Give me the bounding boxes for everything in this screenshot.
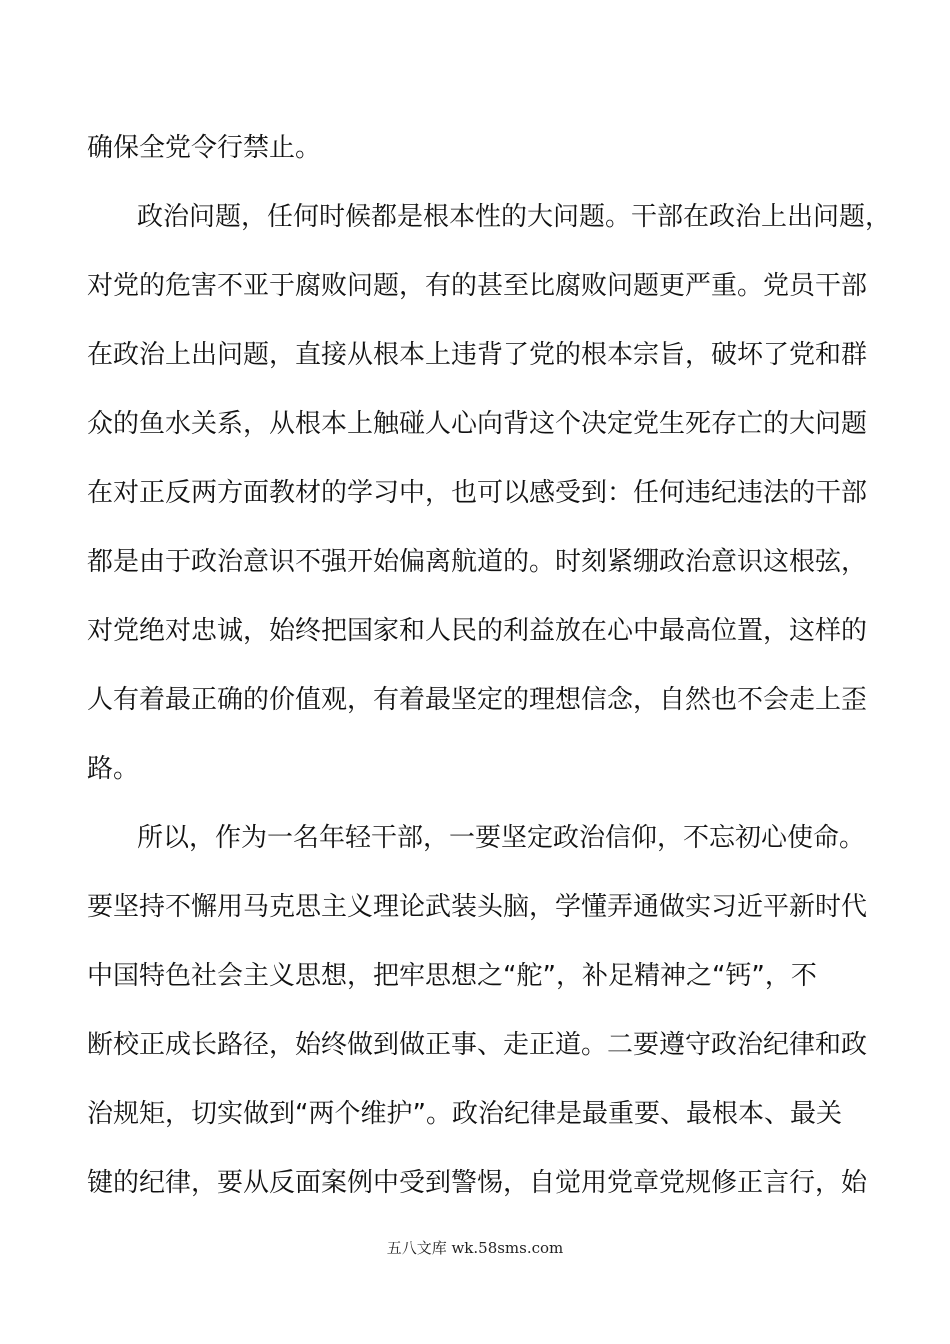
text-line: 对党绝对忠诚，始终把国家和人民的利益放在心中最高位置，这样的	[87, 616, 868, 646]
text-line: 键的纪律，要从反面案例中受到警惕，自觉用党章党规修正言行，始	[87, 1168, 868, 1198]
text-line: 治规矩，切实做到“两个维护”。政治纪律是最重要、最根本、最关	[87, 1099, 842, 1129]
text-line: 中国特色社会主义思想，把牢思想之“舵”，补足精神之“钙”，不	[87, 961, 817, 991]
text-line: 断校正成长路径，始终做到做正事、走正道。二要遵守政治纪律和政	[87, 1030, 868, 1060]
text-line: 路。	[87, 754, 140, 784]
text-line: 确保全党令行禁止。	[87, 133, 322, 163]
text-line: 人有着最正确的价值观，有着最坚定的理想信念，自然也不会走上歪	[87, 685, 868, 715]
text-line: 众的鱼水关系，从根本上触碰人心向背这个决定党生死存亡的大问题	[87, 409, 868, 439]
text-line: 政治问题，任何时候都是根本性的大问题。干部在政治上出问题，	[137, 202, 892, 232]
text-line: 在政治上出问题，直接从根本上违背了党的根本宗旨，破坏了党和群	[87, 340, 868, 370]
text-line: 都是由于政治意识不强开始偏离航道的。时刻紧绷政治意识这根弦，	[87, 547, 868, 577]
text-line: 所以，作为一名年轻干部，一要坚定政治信仰，不忘初心使命。	[137, 823, 866, 853]
text-line: 对党的危害不亚于腐败问题，有的甚至比腐败问题更严重。党员干部	[87, 271, 868, 301]
text-line: 在对正反两方面教材的学习中，也可以感受到：任何违纪违法的干部	[87, 478, 868, 508]
footer-watermark: 五八文库 wk.58sms.com	[386, 1239, 564, 1257]
text-line: 要坚持不懈用马克思主义理论武装头脑，学懂弄通做实习近平新时代	[87, 892, 868, 922]
